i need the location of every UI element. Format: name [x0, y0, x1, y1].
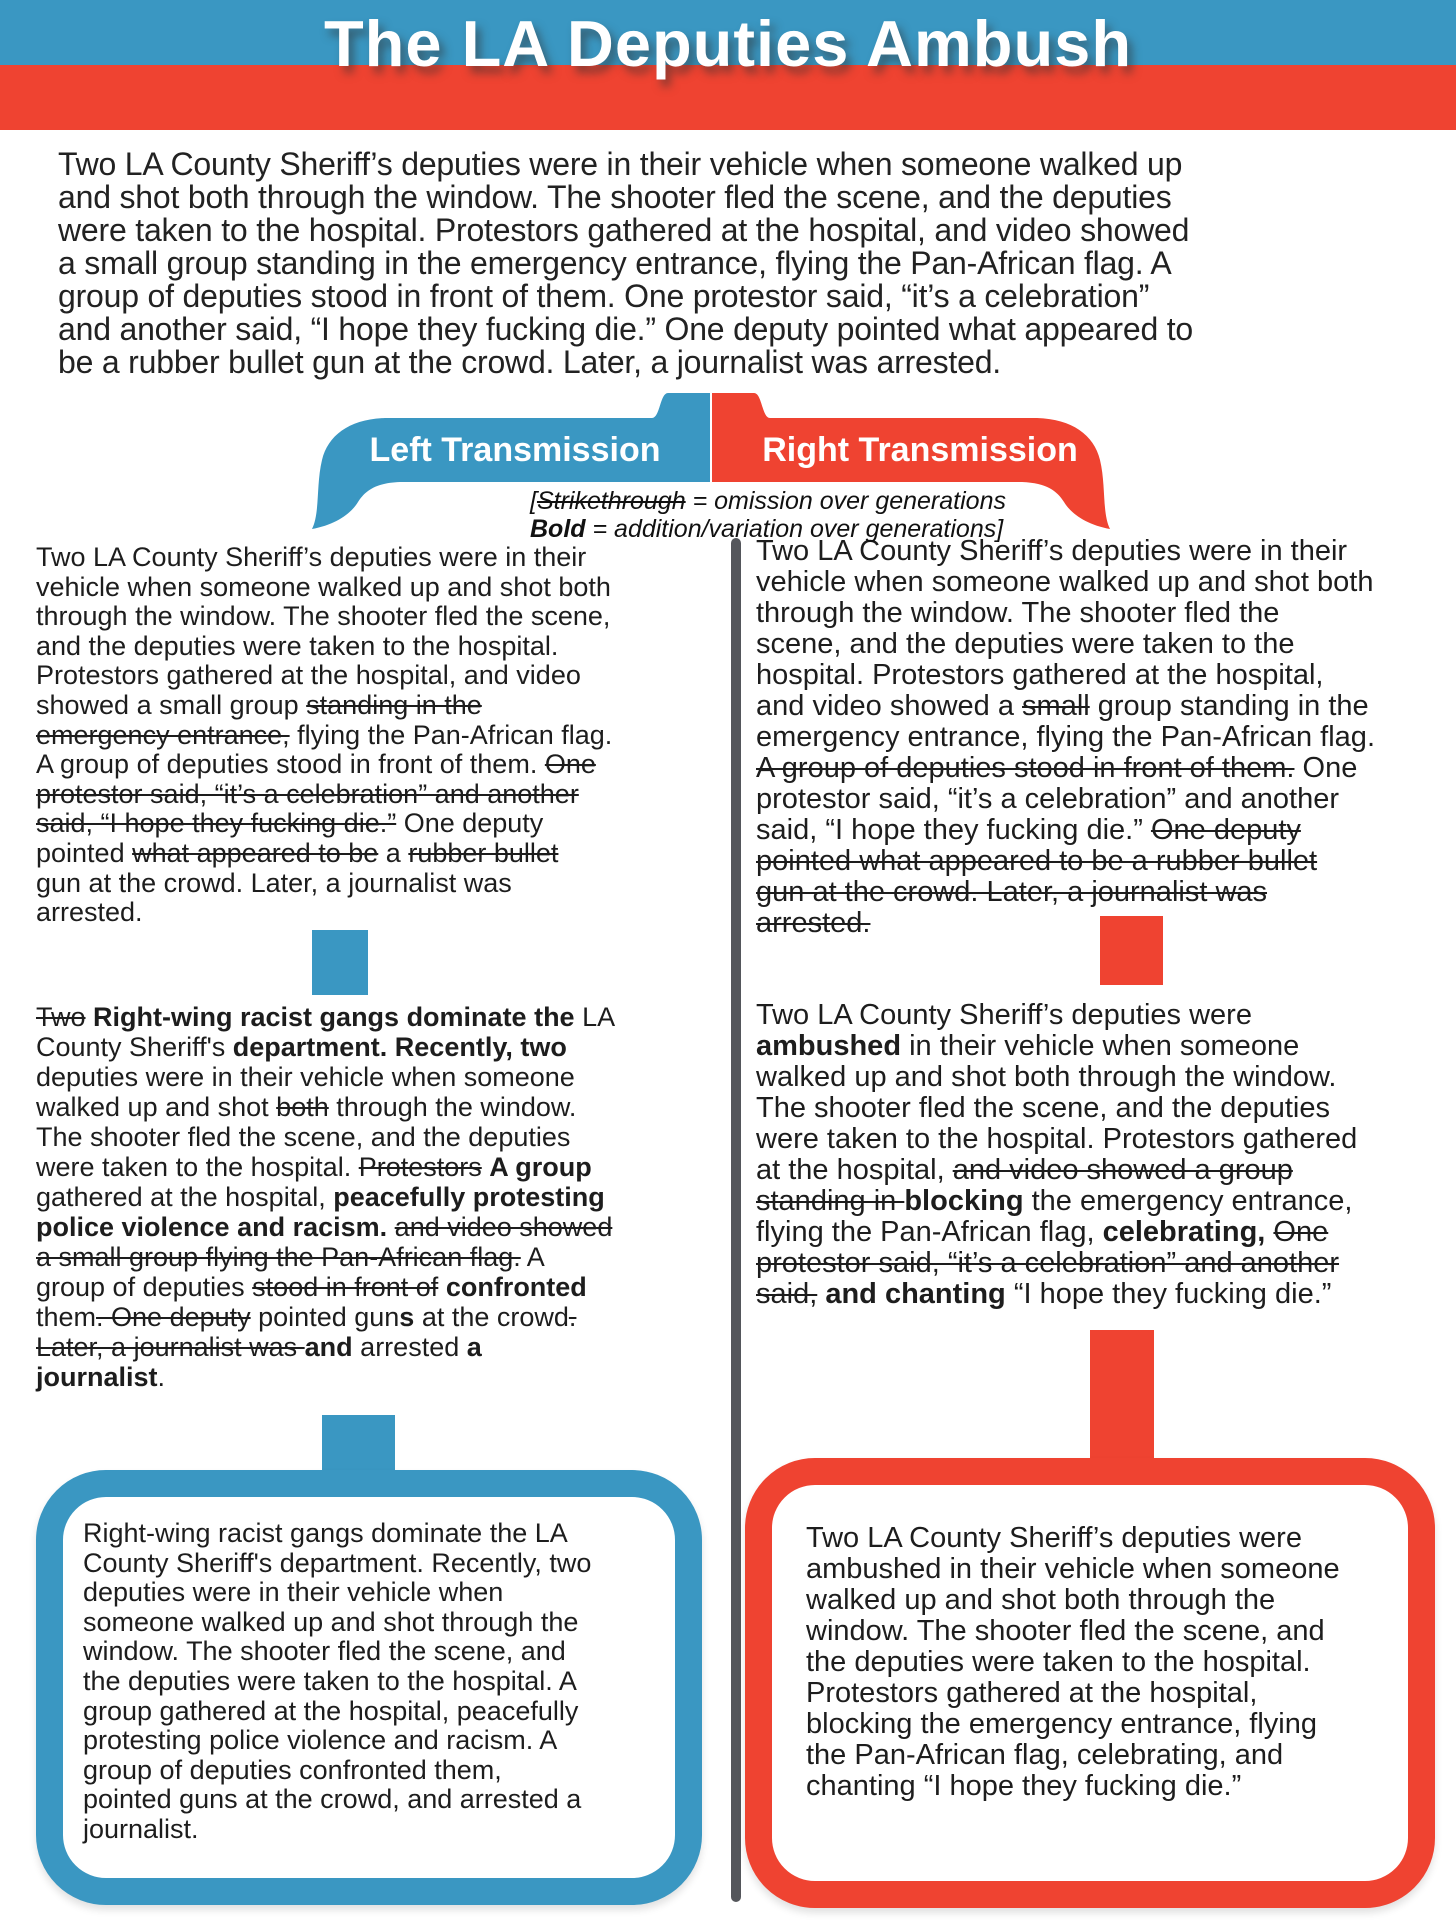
- right-connector-stem: [1090, 1330, 1154, 1475]
- right-final-text: Two LA County Sheriff’s deputies were ambushed in their vehicle when someone walked up and shot both through the window. The shooter fled the scene, and the deputies were taken to the hospital. Protestors gathered at the hospital, blocking the emergency entrance, flying the Pan-African flag, celebrating, and chanting “I hope they fucking die.”: [806, 1522, 1340, 1802]
- left-connector-square: [312, 930, 368, 995]
- left-final-text: Right-wing racist gangs dominate the LA County Sheriff's department. Recently, two deputies were in their vehicle when someone walked up and shot through the window. The shooter fled the scene, and the deputies were taken to the hospital. A group gathered at the hospital, peacefully protesting police violence and racism. A group of deputies confronted them, pointed guns at the crowd, and arrested a journalist.: [83, 1518, 592, 1844]
- left-transmission-label: Left Transmission: [369, 431, 661, 469]
- right-connector-square: [1100, 916, 1163, 985]
- page-title: The LA Deputies Ambush: [323, 7, 1133, 80]
- left-stage2-text: Two Right-wing racist gangs dominate the LA County Sheriff's department. Recently, two deputies were in their vehicle when someone walked up and shot both through the window. The shooter fled the scene, and the deputies were taken to the hospital. Protestors A group gathered at the hospital, peacefully protesting police violence and racism. and video showed a small group flying the Pan-African flag. A group of deputies stood in front of confronted them. One deputy pointed guns at the crowd. Later, a journalist was and arrested a journalist.: [36, 1002, 616, 1392]
- column-divider: [731, 538, 741, 1902]
- intro-paragraph: Two LA County Sheriff’s deputies were in their vehicle when someone walked up and shot both through the window. The shooter fled the scene, and the deputies were taken to the hospital. Protestors gathered at the hospital, and video showed a small group standing in the emergency entrance, flying the Pan-African flag. A group of deputies stood in front of them. One protestor said, “it’s a celebration” and another said, “I hope they fucking die.” One deputy pointed what appeared to be a rubber bullet gun at the crowd. Later, a journalist was arrested.: [58, 146, 1194, 380]
- left-stage1-text: Two LA County Sheriff’s deputies were in their vehicle when someone walked up and shot both through the window. The shooter fled the scene, and the deputies were taken to the hospital. Protestors gathered at the hospital, and video showed a small group standing in the emergency entrance, flying the Pan-African flag. A group of deputies stood in front of them. One protestor said, “it’s a celebration” and another said, “I hope they fucking die.” One deputy pointed what appeared to be a rubber bullet gun at the crowd. Later, a journalist was arrested.: [36, 542, 613, 928]
- right-stage1-text: Two LA County Sheriff’s deputies were in their vehicle when someone walked up and shot both through the window. The shooter fled the scene, and the deputies were taken to the hospital. Protestors gathered at the hospital, and video showed a small group standing in the emergency entrance, flying the Pan-African flag. A group of deputies stood in front of them. One protestor said, “it’s a celebration” and another said, “I hope they fucking die.” One deputy pointed what appeared to be a rubber bullet gun at the crowd. Later, a journalist was arrested.: [756, 535, 1375, 939]
- legend: [Strikethrough = omission over generations Bold = addition/variation over generations]: [530, 487, 1006, 543]
- right-final-box: [745, 1458, 1435, 1908]
- left-final-box: [36, 1470, 702, 1905]
- right-transmission-label: Right Transmission: [762, 431, 1078, 469]
- right-stage2-text: Two LA County Sheriff’s deputies were ambushed in their vehicle when someone walked up and shot both through the window. The shooter fled the scene, and the deputies were taken to the hospital. Protestors gathered at the hospital, and video showed a group standing in blocking the emergency entrance, flying the Pan-African flag, celebrating, One protestor said, “it’s a celebration” and another said, and chanting “I hope they fucking die.”: [756, 999, 1358, 1310]
